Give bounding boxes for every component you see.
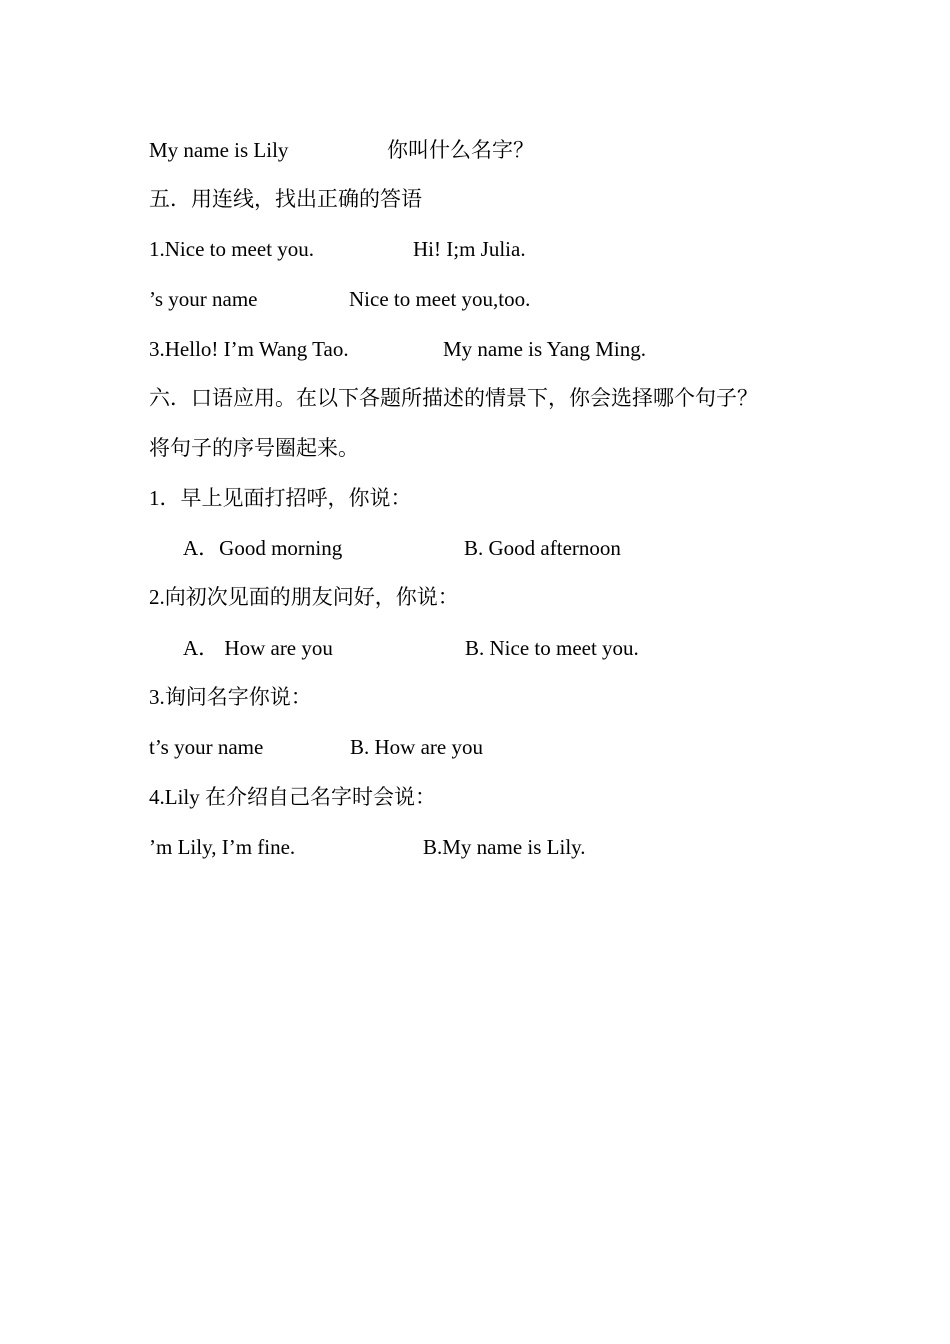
line-text: ’s your name [149, 287, 258, 311]
line-text: My name is Yang Ming. [443, 337, 647, 361]
option-b: B. How are you [350, 735, 483, 759]
line-text: My name is Lily [149, 138, 289, 162]
option-a: A． How are you [183, 636, 333, 660]
option-b: B. Nice to meet you. [465, 636, 639, 660]
line-text: Nice to meet you,too. [349, 287, 531, 311]
line-text: 4.Lily 在介绍自己名字时会说： [149, 785, 436, 809]
line-text: 1.Nice to meet you. [149, 237, 315, 261]
option-a: A．Good morning [183, 536, 343, 560]
option-b: B.My name is Lily. [423, 835, 586, 859]
line-text: 2.向初次见面的朋友问好，你说： [149, 585, 459, 609]
option-a: ’m Lily, I’m fine. [149, 835, 296, 859]
line-text: 六．口语应用。在以下各题所描述的情景下，你会选择哪个句子？ [149, 386, 758, 410]
line-text: 3.Hello! I’m Wang Tao. [149, 337, 349, 361]
option-a: t’s your name [149, 735, 264, 759]
line-text: 将句子的序号圈起来。 [149, 436, 359, 460]
line-text: 五．用连线，找出正确的答语 [149, 187, 422, 211]
line-text: Hi! I;m Julia. [413, 237, 526, 261]
line-text: 1．早上见面打招呼，你说： [149, 486, 412, 510]
line-text: 你叫什么名字？ [387, 138, 534, 162]
line-text: 3.询问名字你说： [149, 685, 312, 709]
option-b: B. Good afternoon [464, 536, 621, 560]
